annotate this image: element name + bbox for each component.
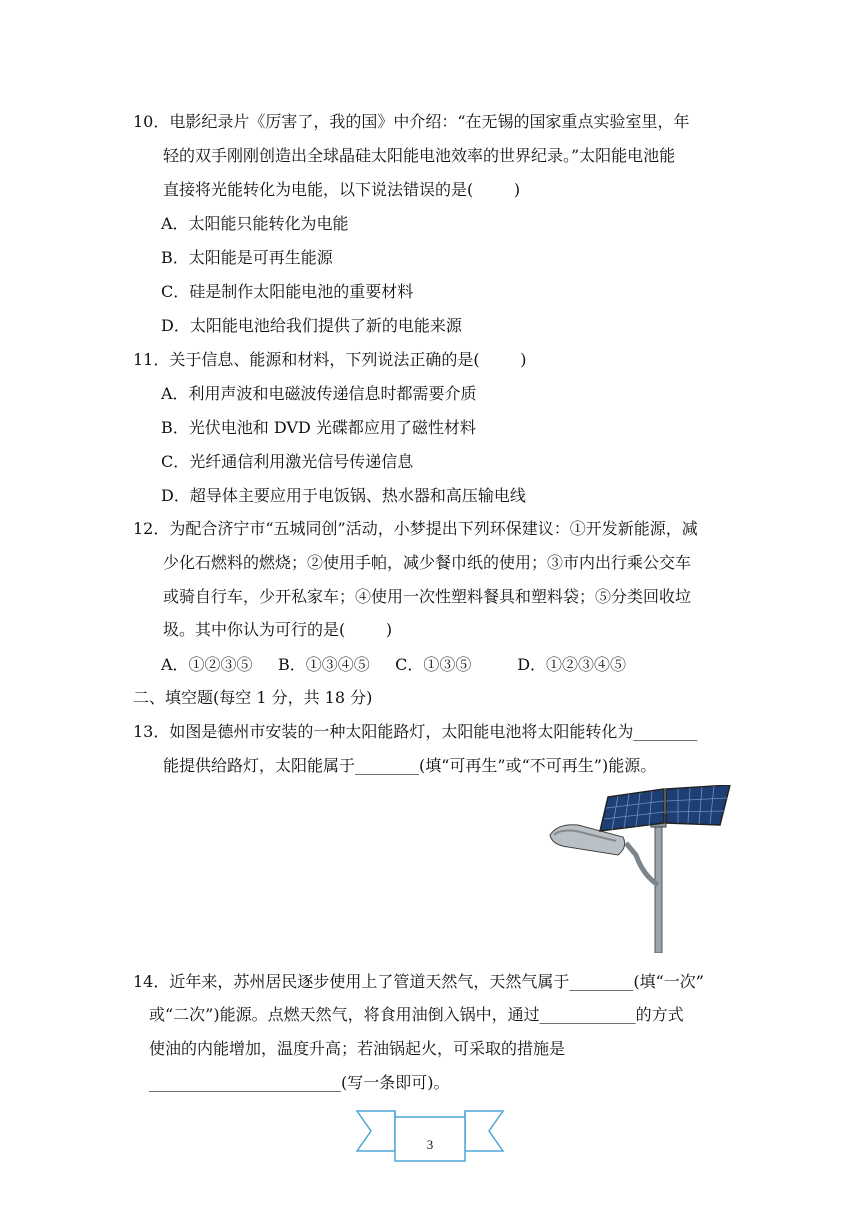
q14-line-3: 使油的内能增加，温度升高；若油锅起火，可采取的措施是 — [149, 1039, 566, 1058]
q10-line-1: 10．电影纪录片《厉害了，我的国》中介绍：“在无锡的国家重点实验室里，年 — [133, 112, 690, 131]
q11-option-b: B．光伏电池和 DVD 光碟都应用了磁性材料 — [161, 418, 476, 437]
q11-line-1: 11．关于信息、能源和材料，下列说法正确的是( ) — [133, 350, 527, 369]
q12-line-4: 圾。其中你认为可行的是( ) — [163, 620, 393, 639]
q10-line-2: 轻的双手刚刚创造出全球晶硅太阳能电池效率的世界纪录。”太阳能电池能 — [163, 146, 676, 165]
q10-line-3: 直接将光能转化为电能，以下说法错误的是( ) — [163, 180, 521, 199]
ribbon-banner-icon — [355, 1103, 505, 1165]
q12-line-1: 12．为配合济宁市“五城同创”活动，小梦提出下列环保建议：①开发新能源，减 — [133, 519, 698, 538]
q10-option-d: D．太阳能电池给我们提供了新的电能来源 — [161, 316, 462, 335]
q11-option-a: A．利用声波和电磁波传递信息时都需要介质 — [161, 384, 477, 403]
q13-line-1: 13．如图是德州市安装的一种太阳能路灯，太阳能电池将太阳能转化为________ — [133, 722, 698, 741]
page-number: 3 — [426, 1137, 434, 1152]
q10-option-c: C．硅是制作太阳能电池的重要材料 — [161, 282, 414, 301]
q14-line-2: 或“二次”)能源。点燃天然气，将食用油倒入锅中，通过____________的方式 — [149, 1005, 684, 1024]
q11-option-d: D．超导体主要应用于电饭锅、热水器和高压输电线 — [161, 486, 526, 505]
q14-line-1: 14．近年来，苏州居民逐步使用上了管道天然气，天然气属于________(填“一次” — [133, 972, 704, 991]
page-footer — [355, 1103, 505, 1165]
q12-options: A．①②③⑤ B．①③④⑤ C．①③⑤ D．①②③④⑤ — [161, 655, 627, 674]
q13-line-2: 能提供给路灯，太阳能属于________(填“可再生”或“不可再生”)能源。 — [163, 756, 657, 775]
q14-line-4: ________________________(写一条即可)。 — [149, 1073, 450, 1092]
q11-option-c: C．光纤通信利用激光信号传递信息 — [161, 452, 414, 471]
q12-line-2: 少化石燃料的燃烧；②使用手帕，减少餐巾纸的使用；③市内出行乘公交车 — [163, 553, 692, 572]
solar-street-light-illustration — [548, 785, 732, 953]
q12-line-3: 或骑自行车，少开私家车；④使用一次性塑料餐具和塑料袋；⑤分类回收垃 — [163, 587, 692, 606]
q10-option-a: A．太阳能只能转化为电能 — [161, 214, 349, 233]
section-title: 二、填空题(每空 1 分，共 18 分) — [133, 688, 373, 707]
q10-option-b: B．太阳能是可再生能源 — [161, 248, 333, 267]
